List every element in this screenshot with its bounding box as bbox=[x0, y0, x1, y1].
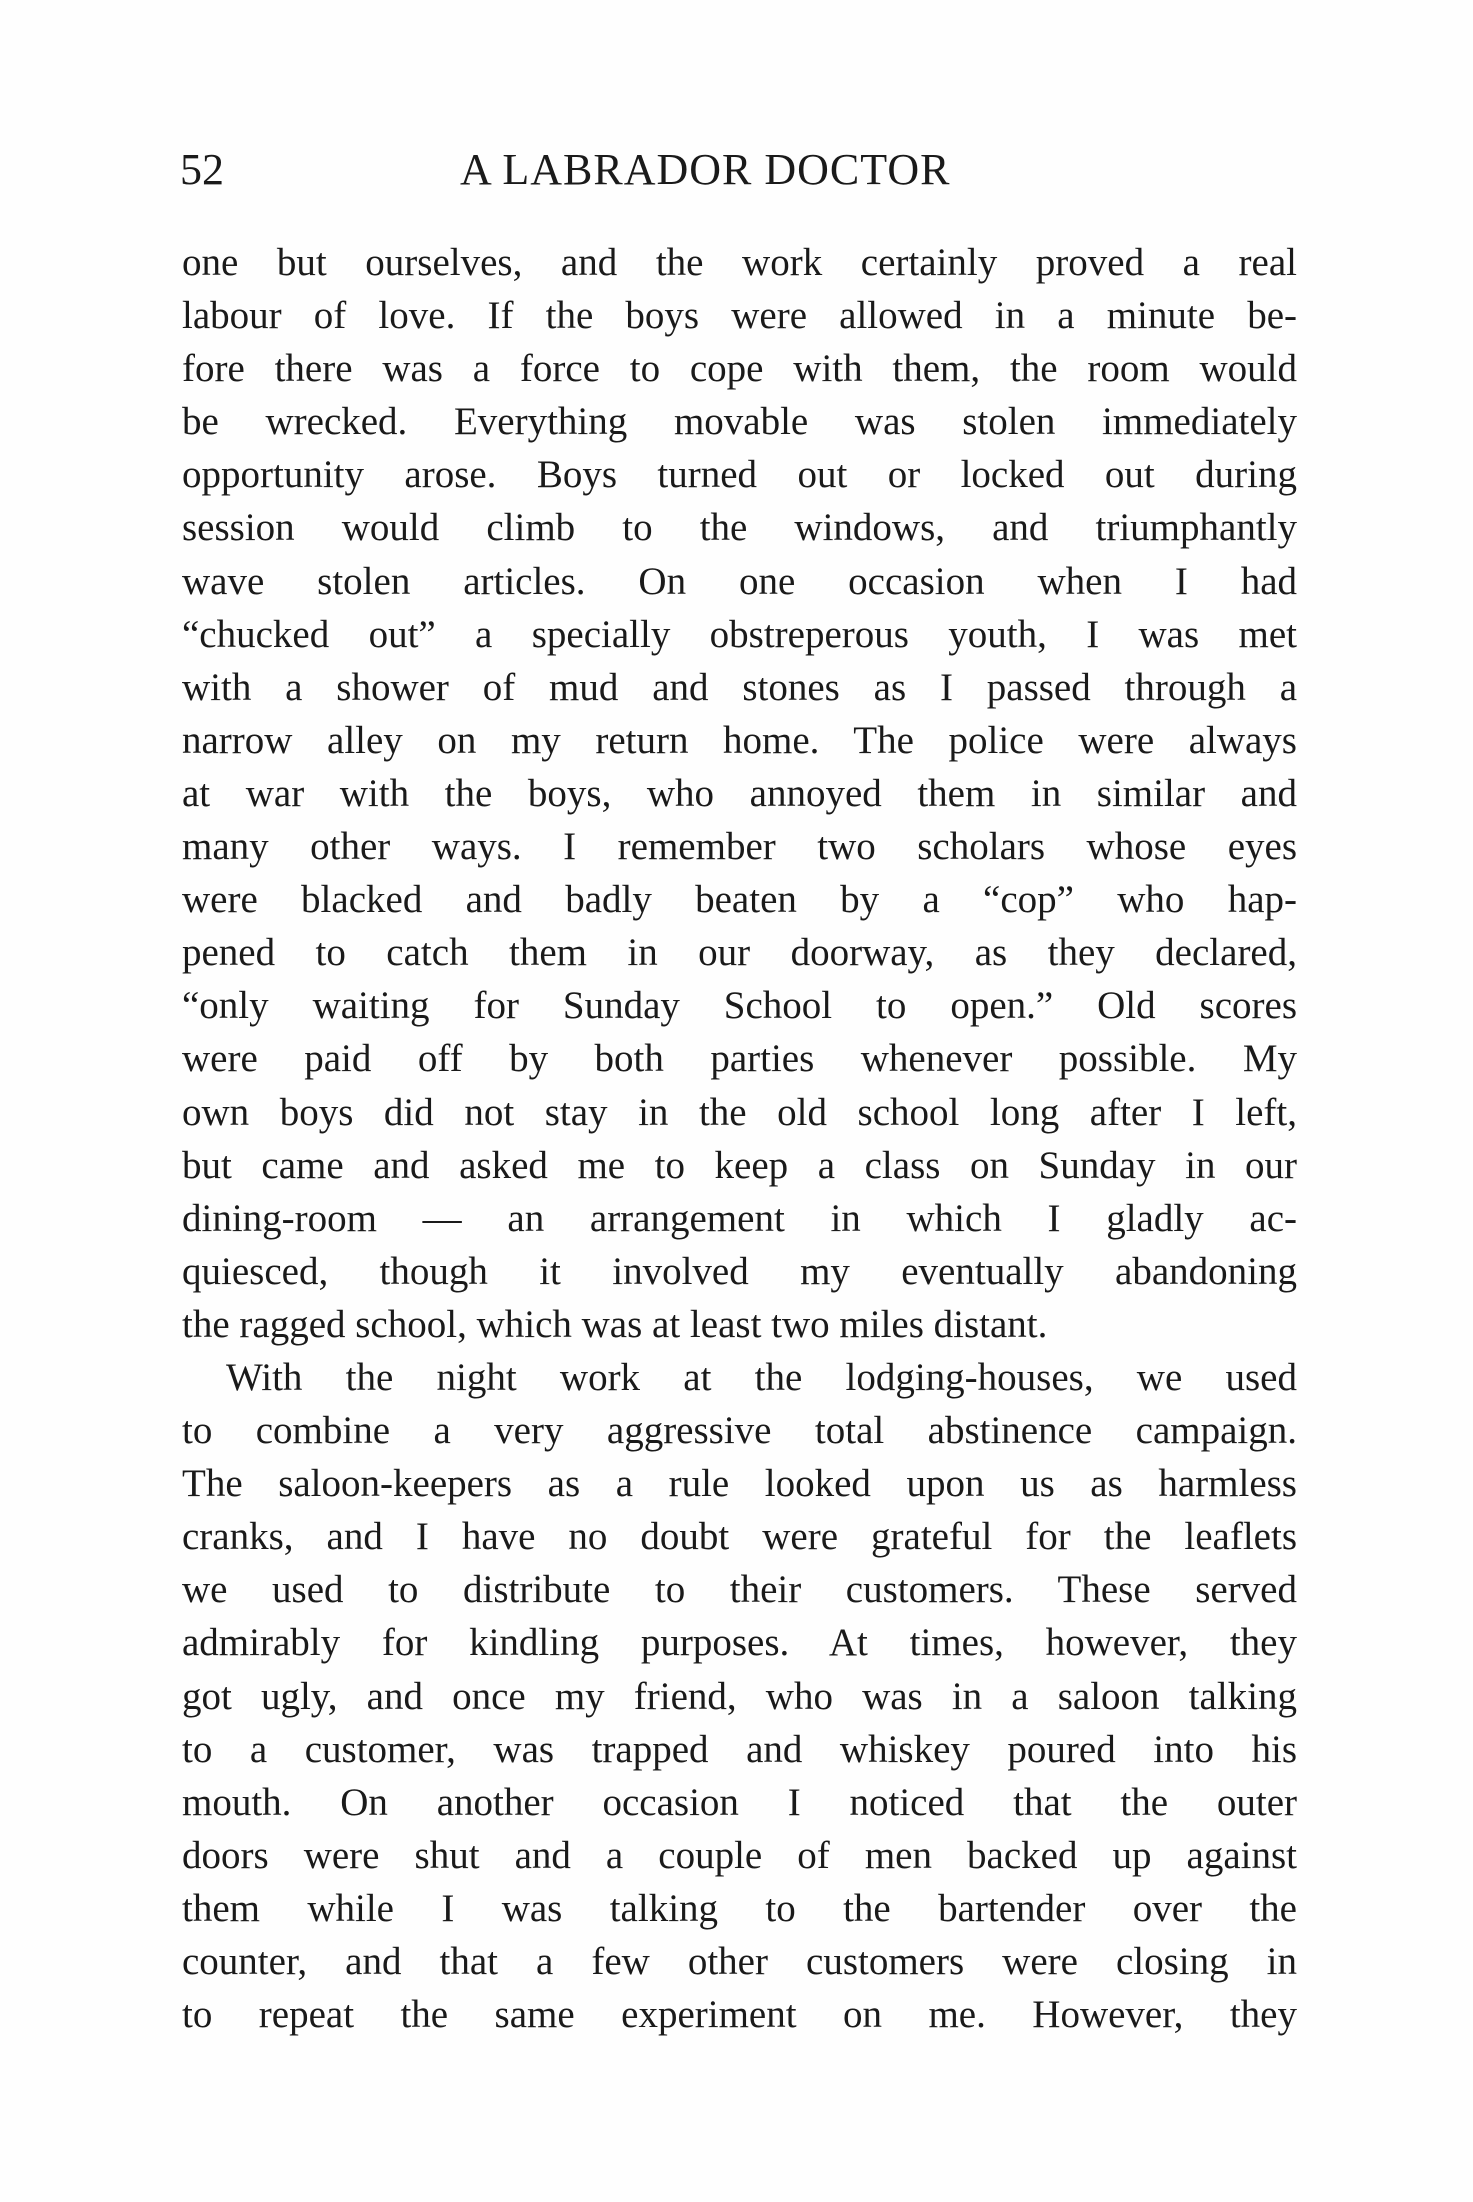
text-line: them while I was talking to the bartender over the bbox=[182, 1886, 1297, 1930]
text-line: “only waiting for Sunday School to open.” Old scores bbox=[182, 984, 1297, 1028]
text-line: cranks, and I have no doubt were grateful for the leaflets bbox=[182, 1515, 1297, 1559]
text-line: session would climb to the windows, and triumphantly bbox=[182, 506, 1297, 550]
text-line: with a shower of mud and stones as I passed through a bbox=[182, 665, 1297, 709]
text-line: admirably for kindling purposes. At times, however, they bbox=[182, 1621, 1297, 1665]
paragraph-1 bbox=[182, 236, 1297, 1351]
text-line: got ugly, and once my friend, who was in a saloon talking bbox=[182, 1674, 1297, 1718]
body-text bbox=[182, 236, 1297, 2041]
text-line: quiesced, though it involved my eventually abandoning bbox=[182, 1249, 1297, 1293]
text-line: to a customer, was trapped and whiskey poured into his bbox=[182, 1727, 1297, 1771]
text-line: at war with the boys, who annoyed them in similar and bbox=[182, 771, 1297, 815]
text-line: fore there was a force to cope with them, the room would bbox=[182, 347, 1297, 391]
text-line: one but ourselves, and the work certainly proved a real bbox=[182, 241, 1297, 284]
text-line: the ragged school, which was at least two miles distant. bbox=[182, 1302, 1048, 1346]
text-line: were paid off by both parties whenever possible. My bbox=[182, 1037, 1297, 1081]
text-line: dining-room — an arrangement in which I gladly ac- bbox=[182, 1196, 1297, 1240]
text-line: to repeat the same experiment on me. However, they bbox=[182, 1993, 1297, 2037]
text-line: counter, and that a few other customers were closing in bbox=[182, 1940, 1297, 1983]
text-line: many other ways. I remember two scholars whose eyes bbox=[182, 825, 1297, 869]
text-line: With the night work at the lodging-houses, we used bbox=[226, 1355, 1297, 1399]
text-line: opportunity arose. Boys turned out or locked out during bbox=[182, 453, 1297, 497]
text-line: mouth. On another occasion I noticed that the outer bbox=[182, 1780, 1297, 1824]
text-line: but came and asked me to keep a class on Sunday in our bbox=[182, 1143, 1297, 1187]
text-line: labour of love. If the boys were allowed in a minute be- bbox=[182, 294, 1297, 338]
text-line: The saloon-keepers as a rule looked upon us as harmless bbox=[182, 1462, 1297, 1506]
text-line: be wrecked. Everything movable was stolen immediately bbox=[182, 400, 1297, 444]
text-line: wave stolen articles. On one occasion when I had bbox=[182, 559, 1297, 603]
text-line: narrow alley on my return home. The police were always bbox=[182, 718, 1297, 762]
text-line: own boys did not stay in the old school long after I left, bbox=[182, 1090, 1297, 1134]
text-line: were blacked and badly beaten by a “cop” who hap- bbox=[182, 878, 1297, 922]
running-title: A LABRADOR DOCTOR bbox=[460, 145, 951, 194]
text-line: “chucked out” a specially obstreperous youth, I was met bbox=[182, 612, 1297, 656]
text-line: pened to catch them in our doorway, as they declared, bbox=[182, 931, 1297, 975]
running-head bbox=[180, 140, 1300, 200]
page-number: 52 bbox=[180, 145, 224, 194]
text-line: doors were shut and a couple of men backed up against bbox=[182, 1833, 1297, 1877]
text-line: to combine a very aggressive total abstinence campaign. bbox=[182, 1409, 1297, 1453]
text-line: we used to distribute to their customers. These served bbox=[182, 1568, 1297, 1612]
paragraph-2 bbox=[182, 1351, 1297, 2041]
